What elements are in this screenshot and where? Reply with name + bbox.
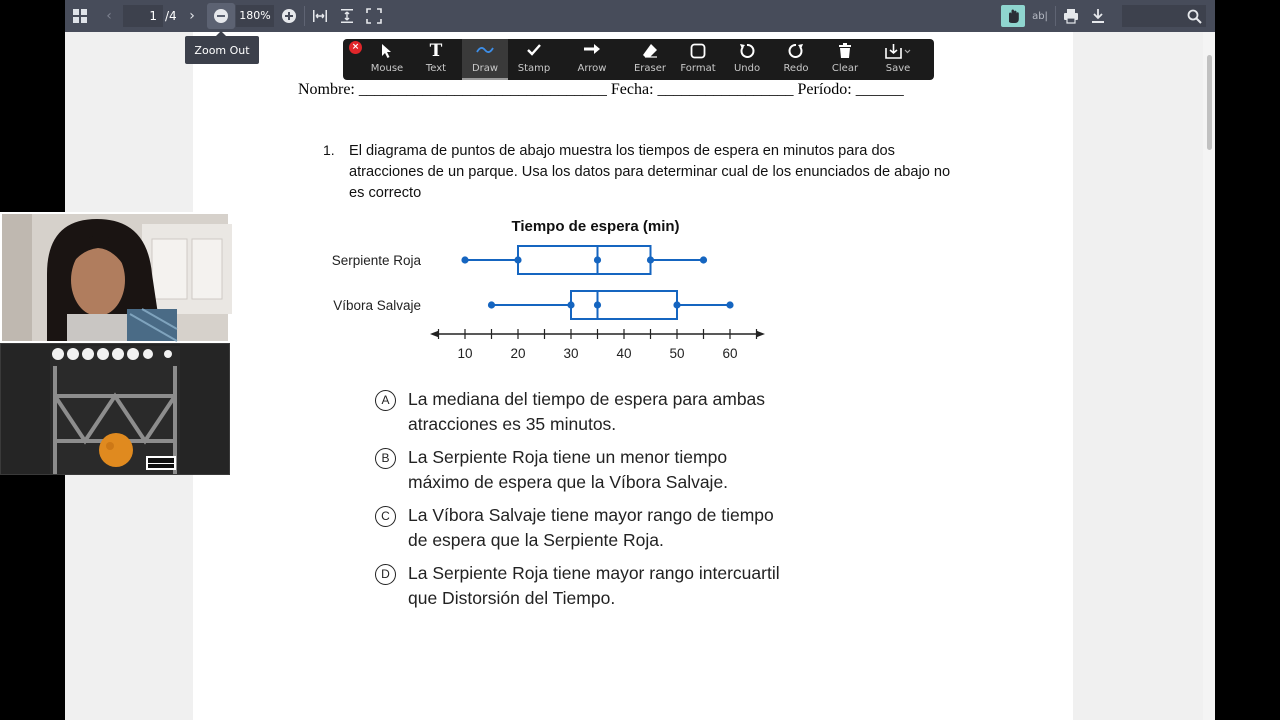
x-axis-arrow-right <box>756 331 765 338</box>
tool-label: Mouse <box>370 63 404 74</box>
tool-label: Save <box>885 63 911 74</box>
format-icon <box>675 39 721 61</box>
point-max <box>700 256 707 263</box>
tool-label: Clear <box>831 63 859 74</box>
student-header: Nombre: _______________________________ Fecha: _________________ Período: ______ <box>298 81 904 98</box>
fullscreen-icon[interactable] <box>364 0 384 32</box>
point-median <box>594 256 601 263</box>
tool-label: Stamp <box>517 63 551 74</box>
x-tick-label: 60 <box>722 346 738 361</box>
text-icon: T <box>429 41 443 61</box>
tool-redo-button[interactable] <box>774 39 818 80</box>
undo-icon <box>725 39 769 61</box>
toolbar-divider <box>304 6 305 26</box>
tool-label: Eraser <box>633 63 667 74</box>
scrollbar-thumb[interactable] <box>1207 55 1212 150</box>
tool-stamp-button[interactable] <box>511 39 557 80</box>
tool-save-button[interactable] <box>874 39 922 80</box>
tool-draw-button[interactable] <box>462 39 508 80</box>
zoom-level[interactable]: 180% <box>236 5 274 27</box>
tool-label: Format <box>680 63 716 74</box>
check-icon <box>511 39 557 61</box>
close-toolbar-icon[interactable]: × <box>349 41 362 54</box>
zoom-out-tooltip: Zoom Out <box>185 36 259 64</box>
x-tick-label: 20 <box>510 346 526 361</box>
option-letter: D <box>375 564 396 585</box>
tool-eraser-button[interactable] <box>627 39 673 80</box>
option-letter: C <box>375 506 396 527</box>
boxplot-chart <box>331 212 780 362</box>
thumbnails-grid-icon[interactable] <box>68 0 92 32</box>
zoom-out-button[interactable] <box>207 3 235 29</box>
tool-text-button[interactable] <box>416 39 456 80</box>
arrow-icon <box>566 39 618 61</box>
x-tick-label: 10 <box>457 346 473 361</box>
tool-label: Text <box>425 63 447 74</box>
tool-arrow-button[interactable] <box>566 39 618 80</box>
webcam-video <box>0 212 230 343</box>
toolbar-divider <box>1055 6 1056 26</box>
point-q1 <box>514 256 521 263</box>
trash-icon <box>822 39 868 61</box>
tool-undo-button[interactable] <box>725 39 769 80</box>
point-q3 <box>647 256 654 263</box>
tool-format-button[interactable] <box>675 39 721 80</box>
download-icon[interactable] <box>1088 0 1108 32</box>
draw-icon <box>462 39 508 61</box>
tool-mouse-button[interactable] <box>365 39 409 80</box>
series-label: Serpiente Roja <box>331 253 421 268</box>
tool-label: Arrow <box>577 63 607 74</box>
pan-tool-button[interactable] <box>1001 5 1025 27</box>
page-total: /4 <box>165 9 177 23</box>
point-q3 <box>673 301 680 308</box>
option-text: La Serpiente Roja tiene mayor rango intercuartil que Distorsión del Tiempo. <box>408 563 780 608</box>
point-min <box>488 301 495 308</box>
question-text: El diagrama de puntos de abajo muestra los tiempos de espera en minutos para dos atracciones de un parque. Usa los datos para determinar cual de los enunciados de abajo no es correcto <box>349 143 951 201</box>
zoom-in-icon[interactable] <box>278 0 300 32</box>
option-text: La Víbora Salvaje tiene mayor rango de tiempo de espera que la Serpiente Roja. <box>408 505 774 550</box>
x-tick-label: 40 <box>616 346 632 361</box>
option-text: La Serpiente Roja tiene un menor tiempo máximo de espera que la Víbora Salvaje. <box>408 447 729 492</box>
tool-clear-button[interactable] <box>822 39 868 80</box>
pdf-page <box>193 32 1073 720</box>
option-letter: B <box>375 448 396 469</box>
fit-height-icon[interactable] <box>337 0 357 32</box>
tool-label: Redo <box>783 63 809 74</box>
point-median <box>594 301 601 308</box>
question-number: 1. <box>323 142 335 158</box>
search-icon[interactable] <box>1184 0 1204 32</box>
save-icon <box>874 39 922 61</box>
iqr-box <box>571 291 677 319</box>
point-max <box>726 301 733 308</box>
series-label: Víbora Salvaje <box>333 298 421 313</box>
point-min <box>461 256 468 263</box>
chart-title: Tiempo de espera (min) <box>511 218 680 235</box>
prev-page-icon[interactable]: ‹ <box>106 8 112 24</box>
tool-label: Draw <box>471 63 499 74</box>
option-text: La mediana del tiempo de espera para ambas atracciones es 35 minutos. <box>408 389 766 434</box>
point-q1 <box>567 301 574 308</box>
eraser-icon <box>627 39 673 61</box>
next-page-icon[interactable]: › <box>189 8 195 24</box>
x-tick-label: 30 <box>563 346 579 361</box>
tool-label: Undo <box>733 63 761 74</box>
fit-width-icon[interactable] <box>310 0 330 32</box>
page-number-input[interactable]: 1 <box>123 5 163 27</box>
iqr-box <box>518 246 651 274</box>
cursor-icon <box>365 39 409 61</box>
print-icon[interactable] <box>1061 0 1081 32</box>
text-select-icon[interactable]: ab| <box>1032 10 1048 22</box>
x-axis-arrow-left <box>430 331 439 338</box>
webcam-placeholder <box>0 343 230 475</box>
option-letter: A <box>375 390 396 411</box>
album-cover-image <box>50 346 180 474</box>
redo-icon <box>774 39 818 61</box>
x-tick-label: 50 <box>669 346 685 361</box>
